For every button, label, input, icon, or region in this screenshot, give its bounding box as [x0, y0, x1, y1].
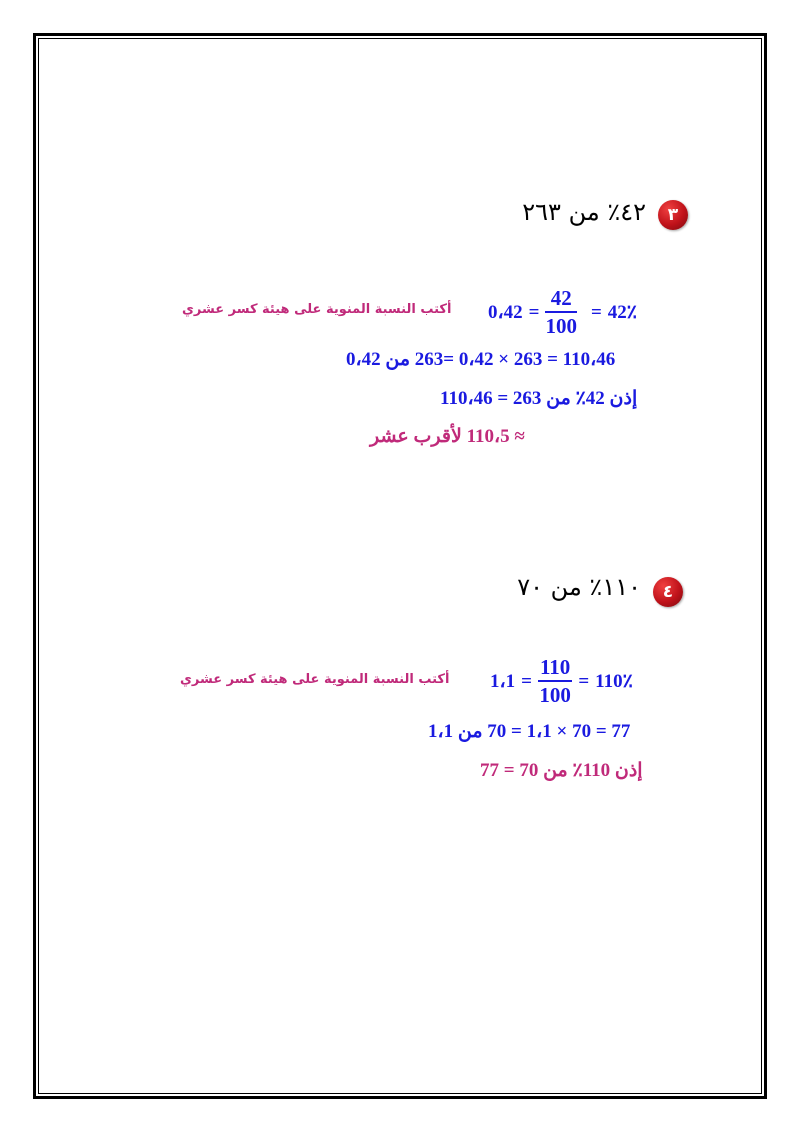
hint-note: أكتب النسبة المنوية على هيئة كسر عشري — [180, 672, 450, 687]
step-conclusion: إذن 110٪ من 70 = 77 — [480, 760, 643, 781]
step-convert-percent: 0،42 = $\frac{42}{100}$ = 42٪ — [488, 286, 638, 338]
step-multiply: 77 = 70 × 1،1 = 70 من 1،1 — [428, 721, 631, 742]
percent-value: 42٪ — [607, 302, 638, 323]
step-convert-percent: 1،1 = $\frac{110}{100}$ = 110٪ — [490, 655, 633, 707]
decimal-result: 0،42 — [488, 302, 523, 323]
fraction — [545, 288, 577, 337]
problem-statement: ٤٢٪ من ٢٦٣ — [522, 198, 646, 226]
fraction-denominator: 100 — [545, 314, 577, 338]
page-border-inner — [38, 38, 762, 1094]
step-multiply: 110،46 = 263 × 0،42 =263 من 0،42 — [346, 349, 616, 370]
decimal-result: 1،1 — [490, 671, 516, 692]
problem-number-badge: ٤ — [653, 577, 683, 607]
fraction-numerator: 110 — [538, 657, 572, 682]
fraction-denominator: 100 — [539, 683, 571, 707]
hint-note: أكتب النسبة المنوية على هيئة كسر عشري — [182, 302, 452, 317]
fraction-numerator: 42 — [545, 288, 577, 313]
step-conclusion: إذن 42٪ من 263 = 110،46 — [440, 388, 638, 409]
step-rounding: ≈ 110،5 لأقرب عشر — [370, 426, 525, 447]
problem-statement: ١١٠٪ من ٧٠ — [517, 573, 641, 601]
fraction — [538, 657, 572, 706]
percent-value: 110٪ — [595, 671, 633, 692]
problem-number-badge: ٣ — [658, 200, 688, 230]
